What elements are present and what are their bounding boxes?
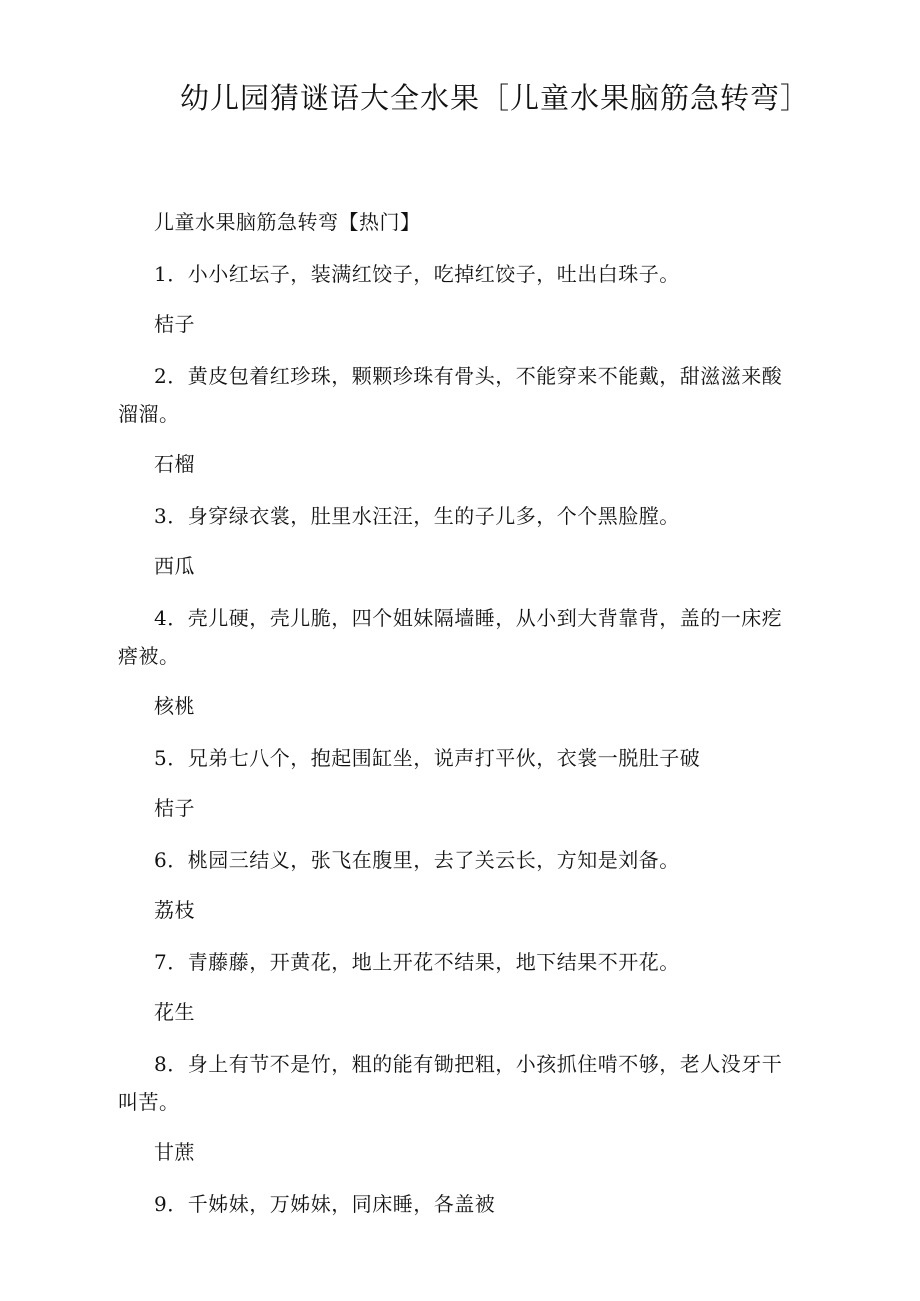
riddle-answer: 荔枝 xyxy=(154,898,195,922)
riddle-question: 3．身穿绿衣裳，肚里水汪汪，生的子儿多，个个黑脸膛。 xyxy=(154,504,680,528)
riddle-answer: 石榴 xyxy=(154,452,195,476)
document-body xyxy=(118,203,788,1235)
riddle-answer: 甘蔗 xyxy=(154,1140,195,1164)
riddle-question: 9．千姊妹，万姊妹，同床睡，各盖被 xyxy=(154,1192,496,1216)
riddle-answer: 桔子 xyxy=(154,796,195,820)
riddle-answer: 花生 xyxy=(154,1000,195,1024)
riddle-question: 4．壳儿硬，壳儿脆，四个姐妹隔墙睡，从小到大背靠背，盖的一床疙瘩被。 xyxy=(118,606,783,668)
riddle-question: 2．黄皮包着红珍珠，颗颗珍珠有骨头，不能穿来不能戴，甜滋滋来酸溜溜。 xyxy=(118,364,783,426)
riddle-question: 7．青藤藤，开黄花，地上开花不结果，地下结果不开花。 xyxy=(154,950,680,974)
riddle-question: 8．身上有节不是竹，粗的能有锄把粗，小孩抓住啃不够，老人没牙干叫苦。 xyxy=(118,1052,783,1114)
page-title: 幼儿园猜谜语大全水果［儿童水果脑筋急转弯］ xyxy=(180,81,811,115)
riddle-answer: 西瓜 xyxy=(154,554,195,578)
riddle-question: 1．小小红坛子，装满红饺子，吃掉红饺子，吐出白珠子。 xyxy=(154,262,680,286)
riddle-question: 5．兄弟七八个，抱起围缸坐，说声打平伙，衣裳一脱肚子破 xyxy=(154,746,701,770)
section-heading: 儿童水果脑筋急转弯【热门】 xyxy=(154,210,421,234)
riddle-answer: 桔子 xyxy=(154,312,195,336)
riddle-question: 6．桃园三结义，张飞在腹里，去了关云长，方知是刘备。 xyxy=(154,848,680,872)
riddle-answer: 核桃 xyxy=(154,694,195,718)
